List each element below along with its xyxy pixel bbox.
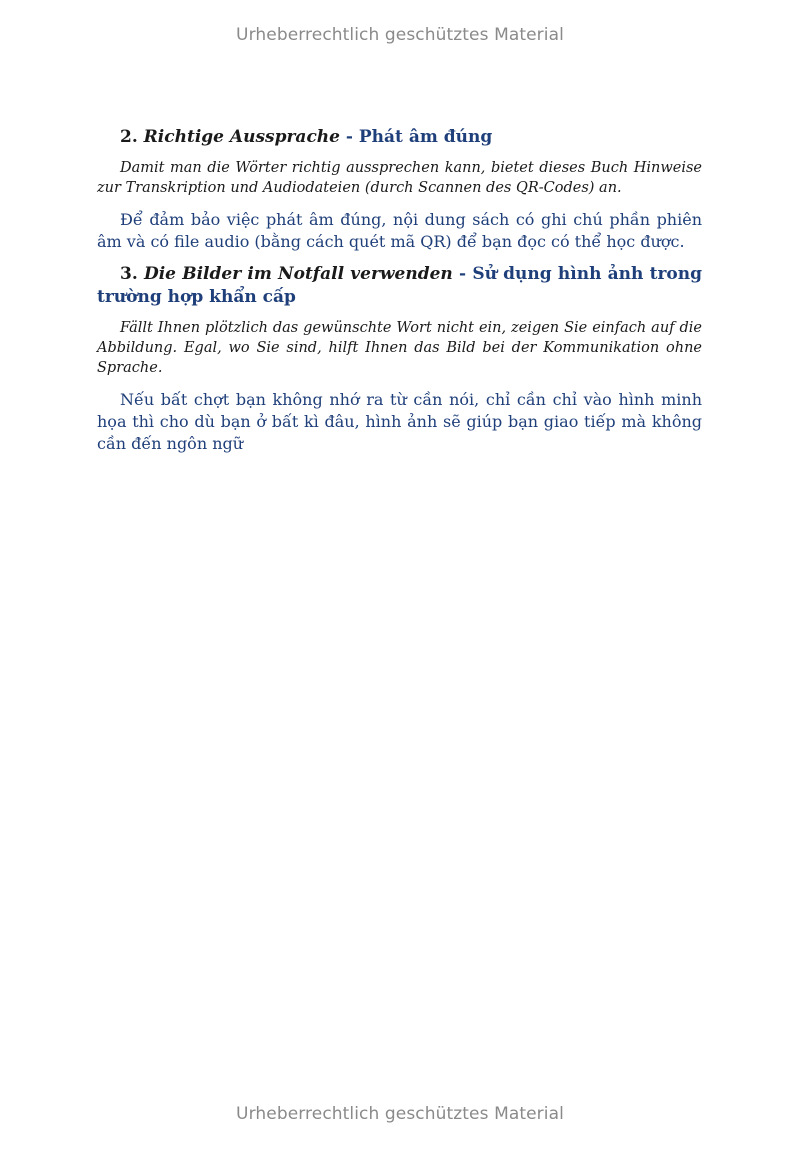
watermark-top: Urheberrechtlich geschütztes Material bbox=[236, 25, 564, 45]
section-title-de: Richtige Aussprache bbox=[143, 127, 340, 147]
section-2 bbox=[97, 126, 702, 253]
section-title-vi: Sử dụng hình ảnh trong trường hợp khẩn cấp bbox=[97, 264, 703, 307]
section-3 bbox=[97, 263, 702, 455]
page-content bbox=[97, 126, 702, 464]
title-separator: - bbox=[452, 264, 473, 284]
title-separator: - bbox=[339, 127, 359, 147]
section-heading bbox=[97, 126, 702, 149]
section-title-vi: Phát âm đúng bbox=[358, 127, 493, 147]
paragraph-vietnamese: Để đảm bảo việc phát âm đúng, nội dung sách có ghi chú phần phiên âm và có file audio (bằng cách quét mã QR) để bạn đọc có thể học được. bbox=[97, 210, 702, 251]
section-number: 2. bbox=[120, 127, 138, 147]
section-title-de: Die Bilder im Notfall verwenden bbox=[143, 264, 453, 284]
section-heading bbox=[97, 263, 702, 309]
paragraph-german: Damit man die Wörter richtig aussprechen kann, bietet dieses Buch Hinweise zur Transkription und Audiodateien (durch Scannen des QR-Codes) an. bbox=[97, 160, 702, 196]
paragraph-german: Fällt Ihnen plötzlich das gewünschte Wort nicht ein, zeigen Sie einfach auf die Abbildung. Egal, wo Sie sind, hilft Ihnen das Bild bei der Kommunikation ohne Sprache. bbox=[97, 320, 702, 376]
paragraph-vietnamese: Nếu bất chợt bạn không nhớ ra từ cần nói, chỉ cần chỉ vào hình minh họa thì cho dù bạn ở bất kì đâu, hình ảnh sẽ giúp bạn giao tiếp mà không cần đến ngôn ngữ bbox=[97, 390, 702, 453]
watermark-bottom: Urheberrechtlich geschütztes Material bbox=[236, 1104, 564, 1124]
section-number: 3. bbox=[120, 264, 138, 284]
